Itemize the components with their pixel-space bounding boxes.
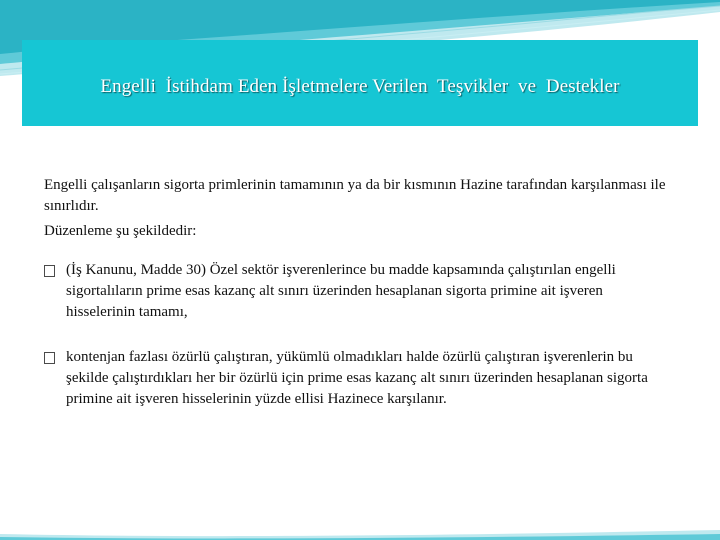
title-bar: [22, 40, 698, 126]
bullet-text: kontenjan fazlası özürlü çalıştıran, yükümlü olmadıkları halde özürlü çalıştıran işverenlerin bu şekilde çalıştırdıkları her bir özürlü için prime esas kazanç alt sınırı üzerinden hesaplanan sigorta primine ait işveren hisselerinin yüzde ellisi Hazinece karşılanır.: [66, 349, 648, 407]
checkbox-square-icon: [44, 352, 55, 364]
bottom-swoosh-decoration: [0, 526, 720, 540]
content-body: [44, 175, 674, 410]
bullet-text: (İş Kanunu, Madde 30) Özel sektör işverenlerince bu madde kapsamında çalıştırılan engelli sigortalıların prime esas kazanç alt sınırı üzerinden hesaplanan sigorta primine ait işveren hisselerinin tamamı,: [66, 262, 616, 320]
intro-paragraph: Engelli çalışanların sigorta primlerinin tamamının ya da bir kısmının Hazine tarafından karşılanması ile sınırlıdır.: [44, 177, 666, 214]
checkbox-square-icon: [44, 265, 55, 277]
bullet-item: [44, 260, 674, 323]
arrangement-paragraph: Düzenleme şu şekildedir:: [44, 223, 197, 239]
slide-title: Engelli İstihdam Eden İşletmelere Verilen Teşvikler ve Destekler: [100, 76, 620, 97]
bullet-item: [44, 347, 674, 410]
